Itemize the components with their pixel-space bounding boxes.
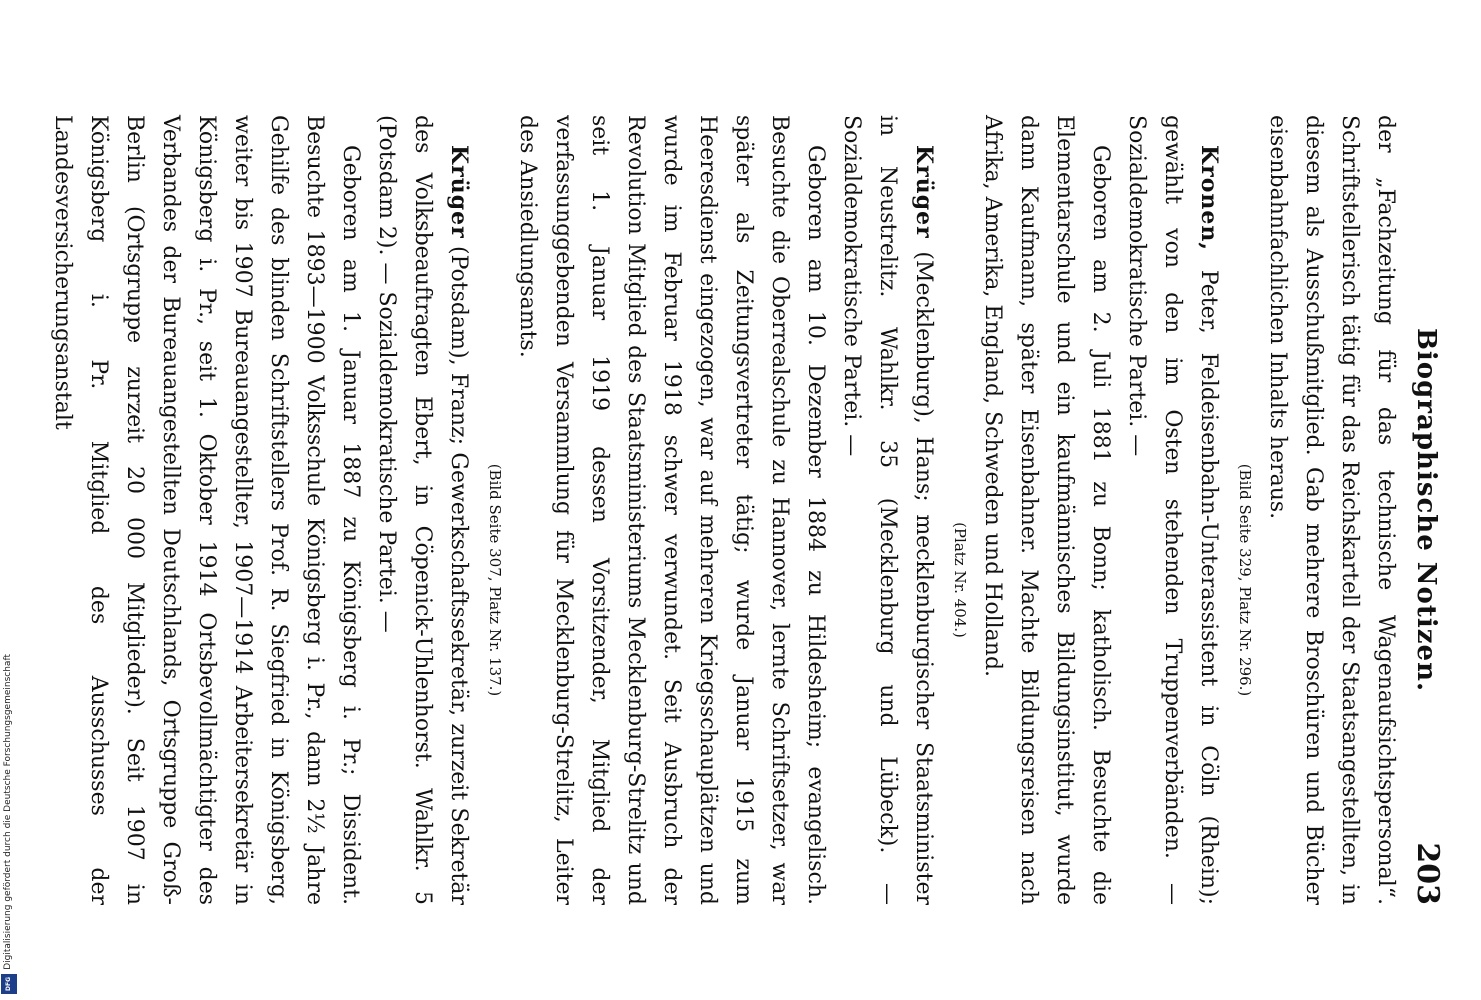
- entry-1-caption: (Platz Nr. 404.): [951, 522, 969, 638]
- entry-1-intro: [1118, 115, 1227, 905]
- entry-1-detail: Geboren am 2. Juli 1881 zu Bonn; katholisch. Besuchte die Elementarschule und ein kaufmännisches Bildungsinstitut, wurde dann Kaufmann, später Eisenbahner. Machte Bildungsreisen nach Afrika, Amerika, England, Schweden und Holland.: [980, 115, 1113, 905]
- entry-2-text: (Mecklenburg), Hans; mecklenburgischer Staatsminister in Neustrelitz. Wahlkr. 35 (Mecklenburg und Lübeck). — Sozialdemokratische Partei. —: [839, 115, 936, 905]
- entry-1-name: Kronen,: [1196, 145, 1222, 252]
- running-title: Biographische Notizen.: [1411, 327, 1441, 693]
- page-header: [1401, 115, 1445, 905]
- entry-0-text: der „Fachzeitung für das technische Wagenaufsichtspersonal“. Schriftstellerisch tätig für das Reichskartell der Staatsangestellten, in diesem als Ausschußmitglied. Gab mehrere Broschüren und Bücher eisenbahnfachlichen Inhalts heraus.: [1265, 115, 1398, 905]
- entry-3-name: Krüger: [446, 145, 472, 239]
- page-body: [44, 115, 1403, 905]
- entry-0-caption: (Bild Seite 329, Platz Nr. 296.): [1236, 463, 1254, 697]
- entry-3-text: (Potsdam), Franz; Gewerkschaftssekretär, zurzeit Sekretär des Volksbeauftragten Ebert, in Cöpenick-Uhlenhorst. Wahlkr. 5 (Potsdam 2). — Sozialdemokratische Partei. —: [374, 115, 471, 905]
- entry-2-detail: Geboren am 10. Dezember 1884 zu Hildesheim; evangelisch. Besuchte die Oberrealschule zu Hannover, lernte Schriftsetzer, war später als Zeitungsvertreter tätig; wurde Januar 1915 zum Heeresdienst eingezogen, war auf mehreren Kriegsschauplätzen und wurde im Februar 1918 schwer verwundet. Seit Ausbruch der Revolution Mitglied des Staatsministeriums Mecklenburg-Strelitz und seit 1. Januar 1919 dessen Vorsitzender, Mitglied der verfassunggebenden Versammlung für Mecklenburg-Strelitz, Leiter des Ansiedlungsamts.: [515, 115, 828, 905]
- entry-2-intro: [833, 115, 942, 905]
- dfg-logo: DFG: [1, 974, 17, 994]
- funding-note: Digitalisierung gefördert durch die Deutsche Forschungsgemeinschaft: [3, 654, 13, 970]
- entry-3-intro: [368, 115, 477, 905]
- page-number: 203: [1410, 842, 1445, 905]
- entry-2-name: Krüger: [911, 145, 937, 239]
- entry-2-caption: (Bild Seite 307, Platz Nr. 137.): [486, 463, 504, 697]
- entry-1-text: Peter, Feldeisenbahn-Unterassistent in Cöln (Rhein); gewählt von den im Osten stehenden Truppenverbänden. — Sozialdemokratische Partei. —: [1124, 115, 1221, 905]
- entry-3-detail: Geboren am 1. Januar 1887 zu Königsberg i. Pr.; Dissident. Besuchte 1893—1900 Volksschule Königsberg i. Pr., dann 2½ Jahre Gehilfe des blinden Schriftstellers Prof. R. Siegfried in Königsberg, weiter bis 1907 Bureauangestellter, 1907—1914 Arbeitersekretär in Königsberg i. Pr., seit 1. Oktober 1914 Ortsbevollmächtigter des Verbandes der Bureauangestellten Deutschlands, Ortsgruppe Groß-Berlin (Ortsgruppe zurzeit 20 000 Mitglieder). Seit 1907 in Königsberg i. Pr. Mitglied des Ausschusses der Landesversicherungsanstalt: [50, 115, 363, 905]
